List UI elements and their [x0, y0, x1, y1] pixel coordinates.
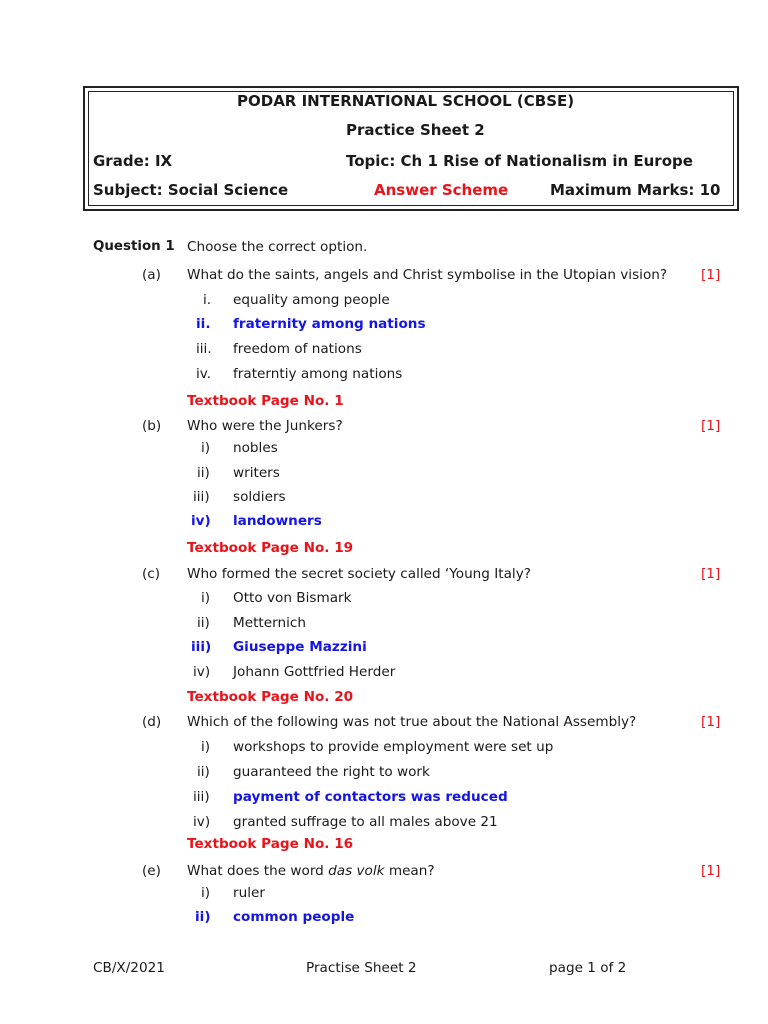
- marks-label: [1]: [701, 566, 721, 582]
- option-text: Metternich: [233, 615, 306, 631]
- textbook-reference: Textbook Page No. 19: [187, 540, 354, 556]
- question-text-end: mean?: [384, 863, 435, 879]
- option-number: ii): [197, 615, 210, 631]
- part-label: (b): [142, 418, 162, 434]
- option-text: fraterntiy among nations: [233, 366, 403, 382]
- option-text: Johann Gottfried Herder: [233, 664, 396, 680]
- question-instruction: Choose the correct option.: [187, 239, 368, 255]
- question-number: Question 1: [93, 239, 175, 254]
- question-text: Which of the following was not true about the National Assembly?: [187, 714, 637, 730]
- subject-label: Subject: Social Science: [93, 181, 289, 199]
- option-text: granted suffrage to all males above 21: [233, 814, 498, 830]
- marks-label: [1]: [701, 714, 721, 730]
- question-text: [187, 863, 435, 879]
- textbook-reference: Textbook Page No. 1: [187, 393, 344, 409]
- grade-label: Grade: IX: [93, 152, 173, 170]
- footer-title: Practise Sheet 2: [306, 960, 417, 976]
- option-number: iii): [193, 489, 210, 505]
- answer-scheme-label: Answer Scheme: [374, 181, 509, 199]
- option-number: iv): [193, 814, 211, 830]
- option-number: i): [201, 739, 211, 755]
- option-text: workshops to provide employment were set up: [233, 739, 554, 755]
- part-label: (d): [142, 714, 162, 730]
- part-label: (a): [142, 267, 161, 283]
- option-text: writers: [233, 465, 280, 481]
- question-text: Who were the Junkers?: [187, 418, 343, 434]
- option-text: guaranteed the right to work: [233, 764, 430, 780]
- max-marks-label: Maximum Marks: 10: [550, 181, 721, 199]
- marks-label: [1]: [701, 863, 721, 879]
- textbook-reference: Textbook Page No. 16: [187, 836, 354, 852]
- marks-label: [1]: [701, 267, 721, 283]
- option-number: iv.: [196, 366, 212, 382]
- option-number: i): [201, 885, 211, 901]
- option-number: ii): [197, 465, 210, 481]
- question-text: What do the saints, angels and Christ symbolise in the Utopian vision?: [187, 267, 668, 283]
- option-text: soldiers: [233, 489, 286, 505]
- option-number: i): [201, 440, 211, 456]
- question-text: Who formed the secret society called ‘Young Italy?: [187, 566, 531, 582]
- option-number: i.: [203, 292, 212, 308]
- question-text-start: What does the word: [187, 863, 329, 879]
- option-number: iii): [193, 789, 210, 805]
- sheet-title: Practice Sheet 2: [346, 121, 485, 139]
- part-label: (e): [142, 863, 161, 879]
- option-text: nobles: [233, 440, 278, 456]
- correct-option-text: common people: [233, 909, 355, 925]
- correct-option-number: ii.: [196, 316, 211, 332]
- correct-option-text: fraternity among nations: [233, 316, 426, 332]
- option-number: iv): [193, 664, 211, 680]
- textbook-reference: Textbook Page No. 20: [187, 689, 354, 705]
- topic-label: Topic: Ch 1 Rise of Nationalism in Europe: [346, 152, 693, 170]
- correct-option-number: iii): [191, 639, 212, 655]
- option-number: iii.: [196, 341, 212, 357]
- correct-option-number: iv): [191, 513, 211, 529]
- marks-label: [1]: [701, 418, 721, 434]
- option-number: i): [201, 590, 211, 606]
- option-number: ii): [197, 764, 210, 780]
- option-text: ruler: [233, 885, 265, 901]
- correct-option-number: ii): [195, 909, 211, 925]
- correct-option-text: payment of contactors was reduced: [233, 789, 508, 805]
- footer-page-number: page 1 of 2: [549, 960, 627, 976]
- correct-option-text: landowners: [233, 513, 322, 529]
- part-label: (c): [142, 566, 161, 582]
- correct-option-text: Giuseppe Mazzini: [233, 639, 367, 655]
- school-name: PODAR INTERNATIONAL SCHOOL (CBSE): [237, 92, 575, 110]
- option-text: freedom of nations: [233, 341, 362, 357]
- option-text: Otto von Bismark: [233, 590, 352, 606]
- option-text: equality among people: [233, 292, 390, 308]
- question-text-term: das volk: [328, 863, 385, 879]
- footer-code: CB/X/2021: [93, 960, 165, 976]
